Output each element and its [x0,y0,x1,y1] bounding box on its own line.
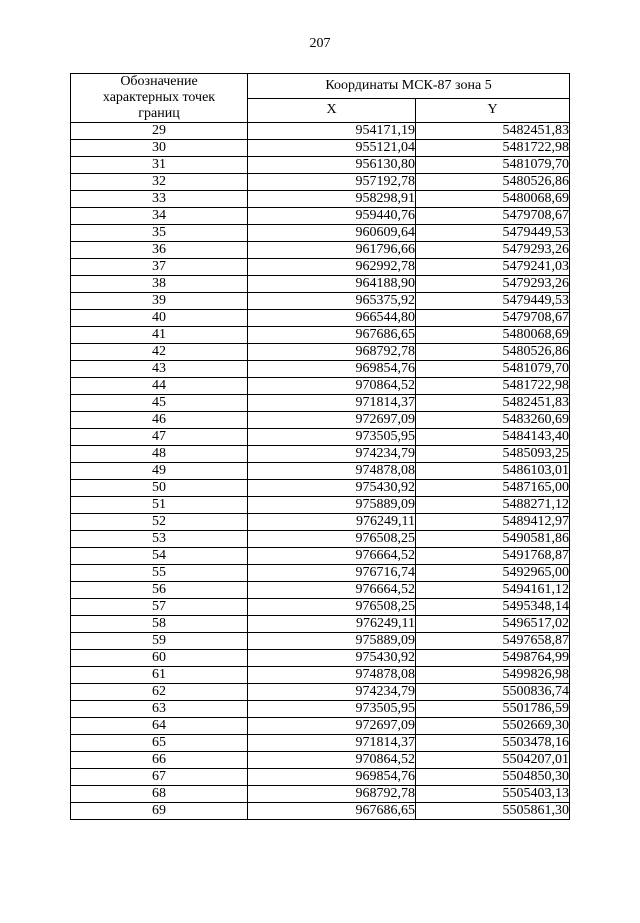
y-coordinate-cell: 5479293,26 [416,242,570,259]
x-coordinate-cell: 955121,04 [248,140,416,157]
y-coordinate-cell: 5484143,40 [416,429,570,446]
x-coordinate-cell: 976249,11 [248,616,416,633]
table-row [71,718,570,735]
point-number-cell: 67 [71,769,248,786]
x-coordinate-cell: 958298,91 [248,191,416,208]
table-row [71,378,570,395]
table-row [71,531,570,548]
y-coordinate-cell: 5503478,16 [416,735,570,752]
x-coordinate-cell: 974234,79 [248,446,416,463]
x-coordinate-cell: 967686,65 [248,803,416,820]
table-row [71,599,570,616]
point-number-cell: 54 [71,548,248,565]
table-row [71,786,570,803]
point-number-cell: 39 [71,293,248,310]
y-coordinate-cell: 5482451,83 [416,395,570,412]
table-body [71,123,570,820]
y-coordinate-cell: 5480068,69 [416,191,570,208]
point-number-cell: 55 [71,565,248,582]
point-number-cell: 60 [71,650,248,667]
table-row [71,174,570,191]
point-number-cell: 63 [71,701,248,718]
point-number-cell: 68 [71,786,248,803]
y-coordinate-cell: 5489412,97 [416,514,570,531]
point-number-cell: 51 [71,497,248,514]
x-coordinate-cell: 966544,80 [248,310,416,327]
x-coordinate-cell: 954171,19 [248,123,416,140]
table-row [71,395,570,412]
table-row [71,701,570,718]
table-row [71,752,570,769]
table-row [71,310,570,327]
table-row [71,616,570,633]
x-coordinate-cell: 956130,80 [248,157,416,174]
table-row [71,548,570,565]
point-designation-header [71,74,248,123]
point-designation-line-1: Обозначение [120,74,198,89]
point-number-cell: 41 [71,327,248,344]
x-coordinate-cell: 972697,09 [248,718,416,735]
x-coordinate-cell: 961796,66 [248,242,416,259]
table-row [71,582,570,599]
page-number: 207 [309,36,331,51]
table-row [71,429,570,446]
x-coordinate-cell: 976664,52 [248,548,416,565]
point-number-cell: 52 [71,514,248,531]
table-row [71,123,570,140]
y-coordinate-cell: 5502669,30 [416,718,570,735]
x-coordinate-cell: 976664,52 [248,582,416,599]
x-coordinate-cell: 974878,08 [248,667,416,684]
table-row [71,276,570,293]
x-coordinate-cell: 974234,79 [248,684,416,701]
table-row [71,327,570,344]
table-row [71,208,570,225]
y-coordinate-cell: 5479708,67 [416,310,570,327]
y-coordinate-cell: 5480068,69 [416,327,570,344]
point-number-cell: 69 [71,803,248,820]
point-number-cell: 66 [71,752,248,769]
x-coordinate-cell: 975889,09 [248,497,416,514]
y-coordinate-cell: 5482451,83 [416,123,570,140]
y-column-header: Y [416,98,570,123]
x-coordinate-cell: 967686,65 [248,327,416,344]
y-coordinate-cell: 5501786,59 [416,701,570,718]
y-coordinate-cell: 5500836,74 [416,684,570,701]
y-coordinate-cell: 5487165,00 [416,480,570,497]
y-coordinate-cell: 5496517,02 [416,616,570,633]
table-row [71,565,570,582]
y-coordinate-cell: 5479449,53 [416,225,570,242]
table-row [71,650,570,667]
coordinate-system-header: Координаты МСК-87 зона 5 [248,74,570,99]
x-coordinate-cell: 962992,78 [248,259,416,276]
x-coordinate-cell: 976508,25 [248,531,416,548]
table-row [71,191,570,208]
point-number-cell: 59 [71,633,248,650]
y-coordinate-cell: 5479449,53 [416,293,570,310]
x-coordinate-cell: 970864,52 [248,378,416,395]
table-row [71,446,570,463]
y-coordinate-cell: 5479708,67 [416,208,570,225]
x-coordinate-cell: 976249,11 [248,514,416,531]
y-coordinate-cell: 5485093,25 [416,446,570,463]
point-number-cell: 31 [71,157,248,174]
table-row [71,463,570,480]
x-coordinate-cell: 968792,78 [248,786,416,803]
y-coordinate-cell: 5504207,01 [416,752,570,769]
point-number-cell: 53 [71,531,248,548]
x-coordinate-cell: 965375,92 [248,293,416,310]
table-row [71,735,570,752]
point-number-cell: 30 [71,140,248,157]
point-number-cell: 33 [71,191,248,208]
point-number-cell: 34 [71,208,248,225]
x-coordinate-cell: 957192,78 [248,174,416,191]
y-coordinate-cell: 5480526,86 [416,174,570,191]
y-coordinate-cell: 5505861,30 [416,803,570,820]
point-number-cell: 35 [71,225,248,242]
point-number-cell: 36 [71,242,248,259]
y-coordinate-cell: 5481722,98 [416,140,570,157]
point-number-cell: 32 [71,174,248,191]
point-number-cell: 61 [71,667,248,684]
point-number-cell: 49 [71,463,248,480]
point-designation-line-2: характерных точек [102,90,216,105]
table-header [71,74,570,123]
y-coordinate-cell: 5486103,01 [416,463,570,480]
point-number-cell: 29 [71,123,248,140]
x-coordinate-cell: 973505,95 [248,701,416,718]
x-coordinate-cell: 972697,09 [248,412,416,429]
point-number-cell: 50 [71,480,248,497]
point-number-cell: 62 [71,684,248,701]
point-number-cell: 45 [71,395,248,412]
y-coordinate-cell: 5497658,87 [416,633,570,650]
x-coordinate-cell: 960609,64 [248,225,416,242]
y-coordinate-cell: 5479293,26 [416,276,570,293]
x-coordinate-cell: 976716,74 [248,565,416,582]
table-row [71,514,570,531]
y-coordinate-cell: 5480526,86 [416,344,570,361]
y-coordinate-cell: 5494161,12 [416,582,570,599]
table-row [71,259,570,276]
x-coordinate-cell: 970864,52 [248,752,416,769]
point-number-cell: 44 [71,378,248,395]
y-coordinate-cell: 5499826,98 [416,667,570,684]
point-designation-line-3: границ [138,106,180,121]
y-coordinate-cell: 5490581,86 [416,531,570,548]
y-coordinate-cell: 5481722,98 [416,378,570,395]
table-row [71,633,570,650]
table-row [71,242,570,259]
x-coordinate-cell: 969854,76 [248,769,416,786]
point-number-cell: 46 [71,412,248,429]
table-row [71,480,570,497]
y-coordinate-cell: 5498764,99 [416,650,570,667]
point-number-cell: 65 [71,735,248,752]
point-number-cell: 43 [71,361,248,378]
point-number-cell: 42 [71,344,248,361]
y-coordinate-cell: 5495348,14 [416,599,570,616]
x-coordinate-cell: 969854,76 [248,361,416,378]
x-coordinate-cell: 959440,76 [248,208,416,225]
point-number-cell: 40 [71,310,248,327]
x-coordinate-cell: 976508,25 [248,599,416,616]
y-coordinate-cell: 5488271,12 [416,497,570,514]
x-column-header: X [248,98,416,123]
table-row [71,684,570,701]
x-coordinate-cell: 974878,08 [248,463,416,480]
table-row [71,769,570,786]
y-coordinate-cell: 5479241,03 [416,259,570,276]
point-number-cell: 37 [71,259,248,276]
x-coordinate-cell: 975430,92 [248,480,416,497]
point-number-cell: 64 [71,718,248,735]
x-coordinate-cell: 964188,90 [248,276,416,293]
point-number-cell: 38 [71,276,248,293]
table-row [71,225,570,242]
coordinates-table [70,73,570,820]
table-row [71,344,570,361]
y-coordinate-cell: 5481079,70 [416,361,570,378]
y-coordinate-cell: 5481079,70 [416,157,570,174]
table-row [71,497,570,514]
y-coordinate-cell: 5483260,69 [416,412,570,429]
point-number-cell: 48 [71,446,248,463]
point-number-cell: 58 [71,616,248,633]
x-coordinate-cell: 971814,37 [248,395,416,412]
y-coordinate-cell: 5504850,30 [416,769,570,786]
table-row [71,293,570,310]
table-row [71,157,570,174]
y-coordinate-cell: 5505403,13 [416,786,570,803]
x-coordinate-cell: 968792,78 [248,344,416,361]
point-number-cell: 57 [71,599,248,616]
table-row [71,361,570,378]
x-coordinate-cell: 973505,95 [248,429,416,446]
table-row [71,412,570,429]
y-coordinate-cell: 5492965,00 [416,565,570,582]
table-row [71,803,570,820]
x-coordinate-cell: 975889,09 [248,633,416,650]
point-number-cell: 56 [71,582,248,599]
table-row [71,140,570,157]
y-coordinate-cell: 5491768,87 [416,548,570,565]
x-coordinate-cell: 971814,37 [248,735,416,752]
table-row [71,667,570,684]
x-coordinate-cell: 975430,92 [248,650,416,667]
point-number-cell: 47 [71,429,248,446]
